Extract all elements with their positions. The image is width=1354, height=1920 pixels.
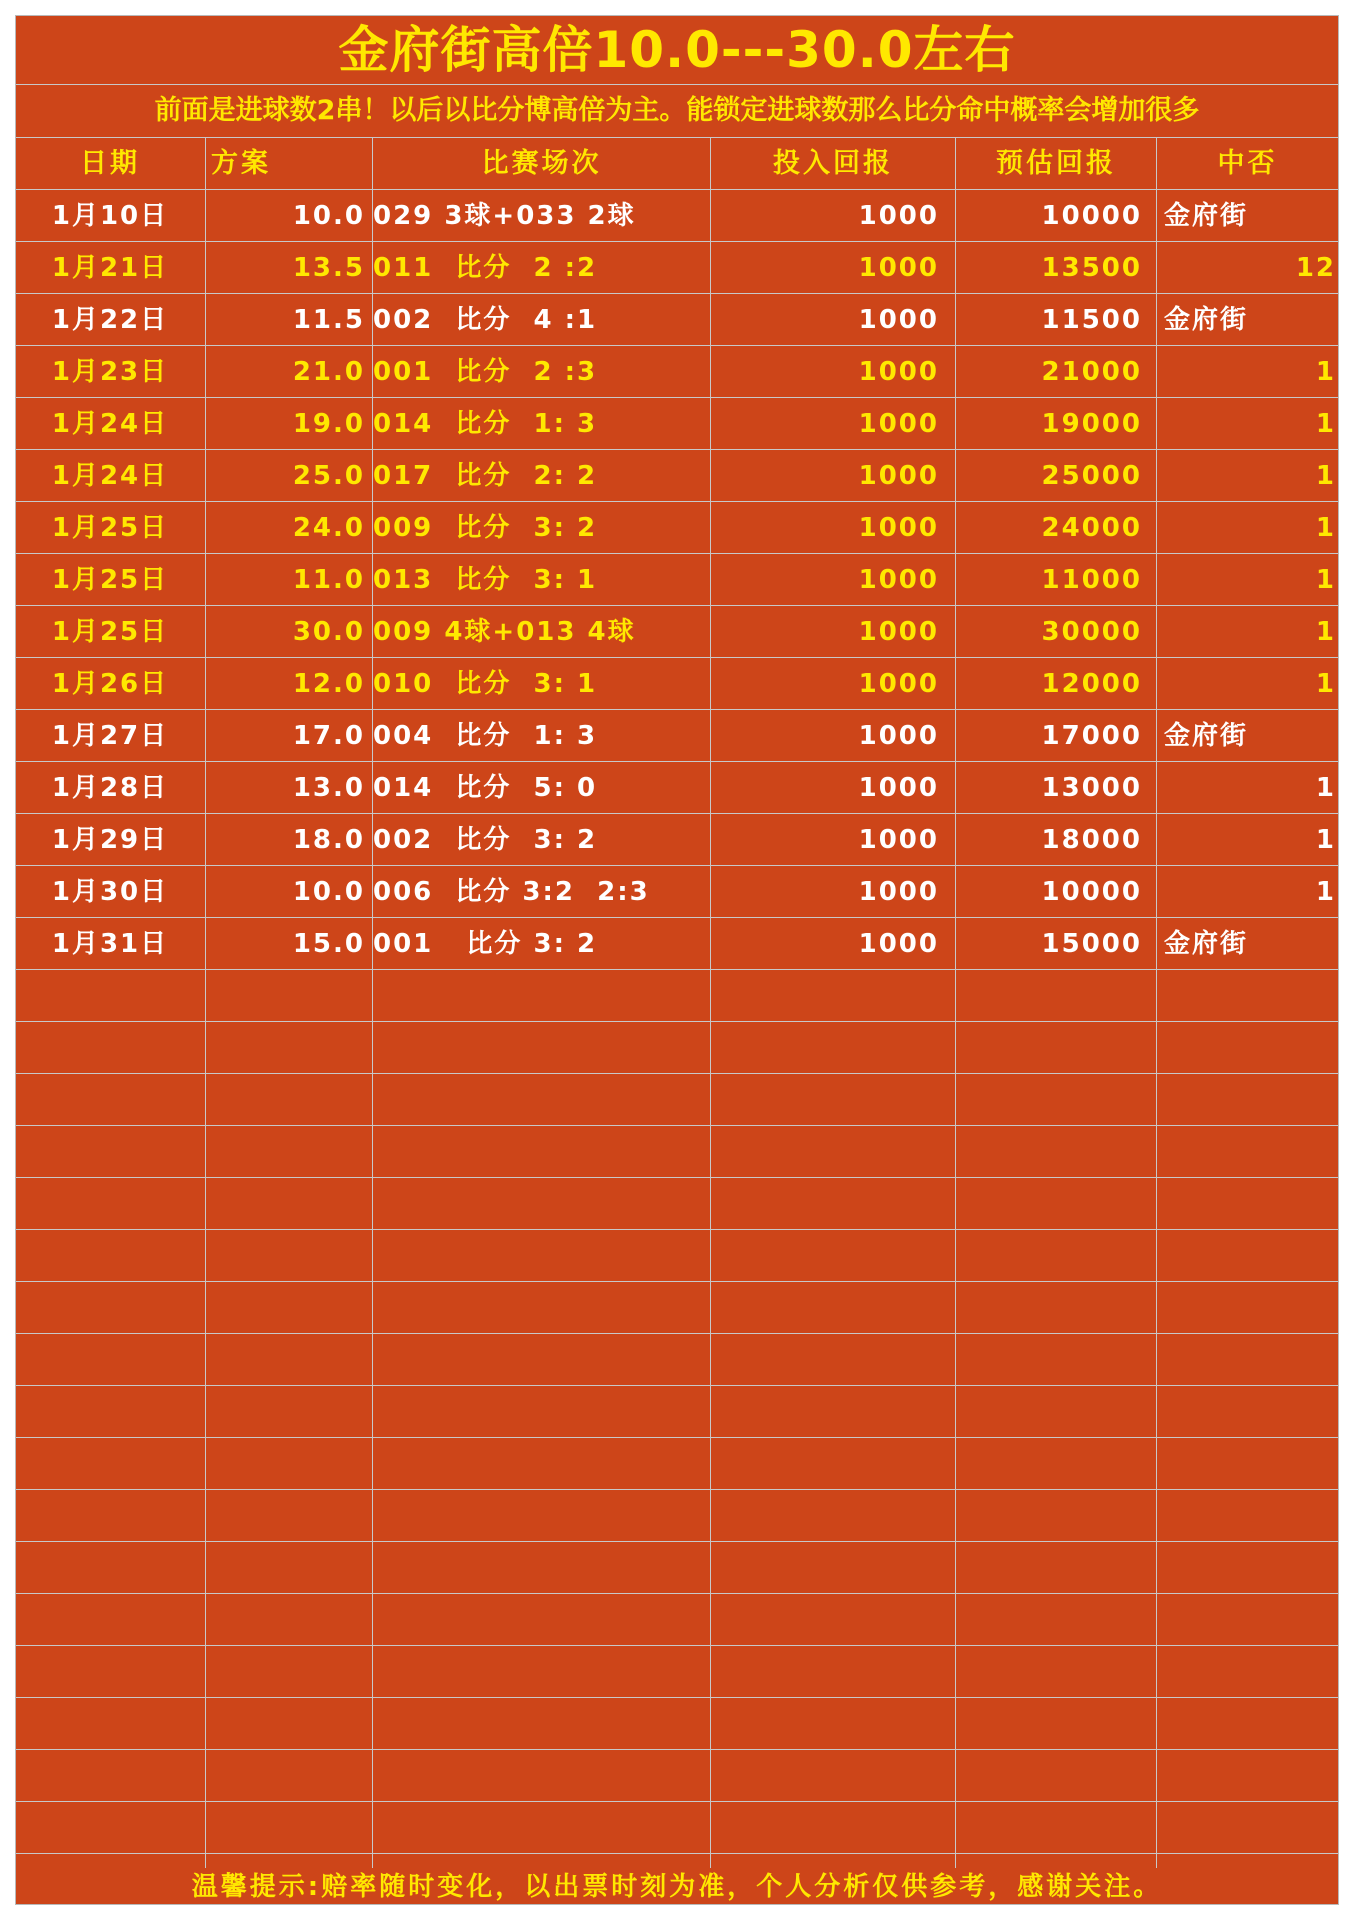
cell-hit: 12 <box>1295 253 1336 283</box>
table-row <box>16 658 1338 710</box>
cell-match: 002 比分 4 :1 <box>373 305 598 335</box>
cell-estimate: 13000 <box>1041 773 1142 803</box>
cell-plan: 21.0 <box>292 357 365 387</box>
cell-invest: 1000 <box>858 669 939 699</box>
cell-hit: 金府街 <box>1164 305 1249 335</box>
cell-estimate: 21000 <box>1041 357 1142 387</box>
cell-match: 011 比分 2 :2 <box>373 253 598 283</box>
header-plan: 方案 <box>211 148 271 179</box>
grid-hline <box>16 1541 1338 1542</box>
table-row <box>16 502 1338 554</box>
table-row <box>16 710 1338 762</box>
cell-invest: 1000 <box>858 929 939 959</box>
cell-estimate: 25000 <box>1041 461 1142 491</box>
grid-hline <box>16 1125 1338 1126</box>
cell-estimate: 13500 <box>1041 253 1142 283</box>
cell-hit: 1 <box>1315 565 1336 595</box>
table-row <box>16 242 1338 294</box>
cell-date: 1月25日 <box>51 617 169 647</box>
cell-plan: 17.0 <box>292 721 365 751</box>
cell-estimate: 17000 <box>1041 721 1142 751</box>
cell-date: 1月22日 <box>51 305 169 335</box>
cell-invest: 1000 <box>858 305 939 335</box>
cell-estimate: 19000 <box>1041 409 1142 439</box>
cell-date: 1月25日 <box>51 513 169 543</box>
cell-estimate: 11500 <box>1041 305 1142 335</box>
cell-date: 1月21日 <box>51 253 169 283</box>
cell-match: 009 4球+013 4球 <box>373 617 636 647</box>
grid-hline <box>16 1333 1338 1334</box>
cell-match: 014 比分 5: 0 <box>373 773 598 803</box>
grid-hline <box>16 1801 1338 1802</box>
cell-hit: 1 <box>1315 669 1336 699</box>
cell-hit: 金府街 <box>1164 929 1249 959</box>
table-row <box>16 554 1338 606</box>
header-estimate: 预估回报 <box>996 148 1116 179</box>
page-subtitle: 前面是进球数2串！以后以比分博高倍为主。能锁定进球数那么比分命中概率会增加很多 <box>16 85 1338 138</box>
cell-estimate: 11000 <box>1041 565 1142 595</box>
cell-estimate: 10000 <box>1041 201 1142 231</box>
table-row <box>16 762 1338 814</box>
cell-match: 014 比分 1: 3 <box>373 409 598 439</box>
cell-invest: 1000 <box>858 825 939 855</box>
cell-match: 017 比分 2: 2 <box>373 461 598 491</box>
grid-hline <box>16 1853 1338 1854</box>
cell-invest: 1000 <box>858 565 939 595</box>
cell-date: 1月23日 <box>51 357 169 387</box>
cell-match: 001 比分 3: 2 <box>373 929 598 959</box>
cell-estimate: 10000 <box>1041 877 1142 907</box>
cell-hit: 1 <box>1315 513 1336 543</box>
cell-estimate: 24000 <box>1041 513 1142 543</box>
cell-invest: 1000 <box>858 461 939 491</box>
table-row <box>16 814 1338 866</box>
header-hit: 中否 <box>1217 148 1278 179</box>
cell-plan: 13.0 <box>292 773 365 803</box>
cell-match: 004 比分 1: 3 <box>373 721 598 751</box>
cell-invest: 1000 <box>858 201 939 231</box>
grid-hline <box>16 1177 1338 1178</box>
cell-match: 001 比分 2 :3 <box>373 357 598 387</box>
table-row <box>16 450 1338 502</box>
cell-date: 1月28日 <box>51 773 169 803</box>
cell-match: 029 3球+033 2球 <box>373 201 636 231</box>
table-row <box>16 606 1338 658</box>
footer-note: 温馨提示:赔率随时变化，以出票时刻为准，个人分析仅供参考，感谢关注。 <box>191 1872 1163 1902</box>
grid-hline <box>16 1645 1338 1646</box>
grid-hline <box>16 1749 1338 1750</box>
cell-date: 1月25日 <box>51 565 169 595</box>
cell-plan: 10.0 <box>292 201 365 231</box>
cell-plan: 11.0 <box>292 565 365 595</box>
page-title: 金府街高倍10.0---30.0左右 <box>16 16 1338 85</box>
header-match: 比赛场次 <box>481 148 602 179</box>
cell-match: 006 比分 3:2 2:3 <box>373 877 650 907</box>
table-row <box>16 866 1338 918</box>
cell-hit: 1 <box>1315 877 1336 907</box>
header-date: 日期 <box>80 148 140 179</box>
cell-plan: 13.5 <box>292 253 365 283</box>
cell-hit: 金府街 <box>1164 201 1249 231</box>
grid-hline <box>16 1281 1338 1282</box>
cell-invest: 1000 <box>858 253 939 283</box>
cell-invest: 1000 <box>858 773 939 803</box>
cell-date: 1月10日 <box>51 201 169 231</box>
cell-plan: 10.0 <box>292 877 365 907</box>
table-row <box>16 918 1338 970</box>
cell-invest: 1000 <box>858 513 939 543</box>
cell-date: 1月30日 <box>51 877 169 907</box>
cell-date: 1月24日 <box>51 461 169 491</box>
cell-plan: 30.0 <box>292 617 365 647</box>
cell-match: 009 比分 3: 2 <box>373 513 598 543</box>
cell-date: 1月26日 <box>51 669 169 699</box>
cell-match: 002 比分 3: 2 <box>373 825 598 855</box>
cell-hit: 1 <box>1315 461 1336 491</box>
header-invest: 投入回报 <box>773 148 893 179</box>
grid-hline <box>16 1437 1338 1438</box>
cell-invest: 1000 <box>858 409 939 439</box>
table-row <box>16 190 1338 242</box>
cell-estimate: 18000 <box>1041 825 1142 855</box>
cell-plan: 15.0 <box>292 929 365 959</box>
cell-date: 1月27日 <box>51 721 169 751</box>
table-row <box>16 346 1338 398</box>
grid-hline <box>16 1489 1338 1490</box>
cell-hit: 1 <box>1315 825 1336 855</box>
cell-plan: 24.0 <box>292 513 365 543</box>
cell-invest: 1000 <box>858 721 939 751</box>
cell-hit: 1 <box>1315 409 1336 439</box>
cell-date: 1月29日 <box>51 825 169 855</box>
cell-plan: 19.0 <box>292 409 365 439</box>
grid-hline <box>16 1385 1338 1386</box>
grid-hline <box>16 1073 1338 1074</box>
grid-hline <box>16 1229 1338 1230</box>
grid-hline <box>16 1697 1338 1698</box>
cell-match: 010 比分 3: 1 <box>373 669 598 699</box>
cell-invest: 1000 <box>858 877 939 907</box>
cell-match: 013 比分 3: 1 <box>373 565 598 595</box>
cell-invest: 1000 <box>858 357 939 387</box>
cell-date: 1月31日 <box>51 929 169 959</box>
table-row <box>16 294 1338 346</box>
cell-plan: 18.0 <box>292 825 365 855</box>
cell-hit: 金府街 <box>1164 721 1249 751</box>
cell-estimate: 15000 <box>1041 929 1142 959</box>
cell-plan: 25.0 <box>292 461 365 491</box>
table-row <box>16 398 1338 450</box>
cell-plan: 11.5 <box>292 305 365 335</box>
cell-hit: 1 <box>1315 773 1336 803</box>
betting-record-sheet <box>15 15 1339 1905</box>
grid-hline <box>16 1021 1338 1022</box>
cell-hit: 1 <box>1315 617 1336 647</box>
cell-hit: 1 <box>1315 357 1336 387</box>
cell-plan: 12.0 <box>292 669 365 699</box>
cell-date: 1月24日 <box>51 409 169 439</box>
cell-invest: 1000 <box>858 617 939 647</box>
grid-hline <box>16 1593 1338 1594</box>
cell-estimate: 30000 <box>1041 617 1142 647</box>
cell-estimate: 12000 <box>1041 669 1142 699</box>
